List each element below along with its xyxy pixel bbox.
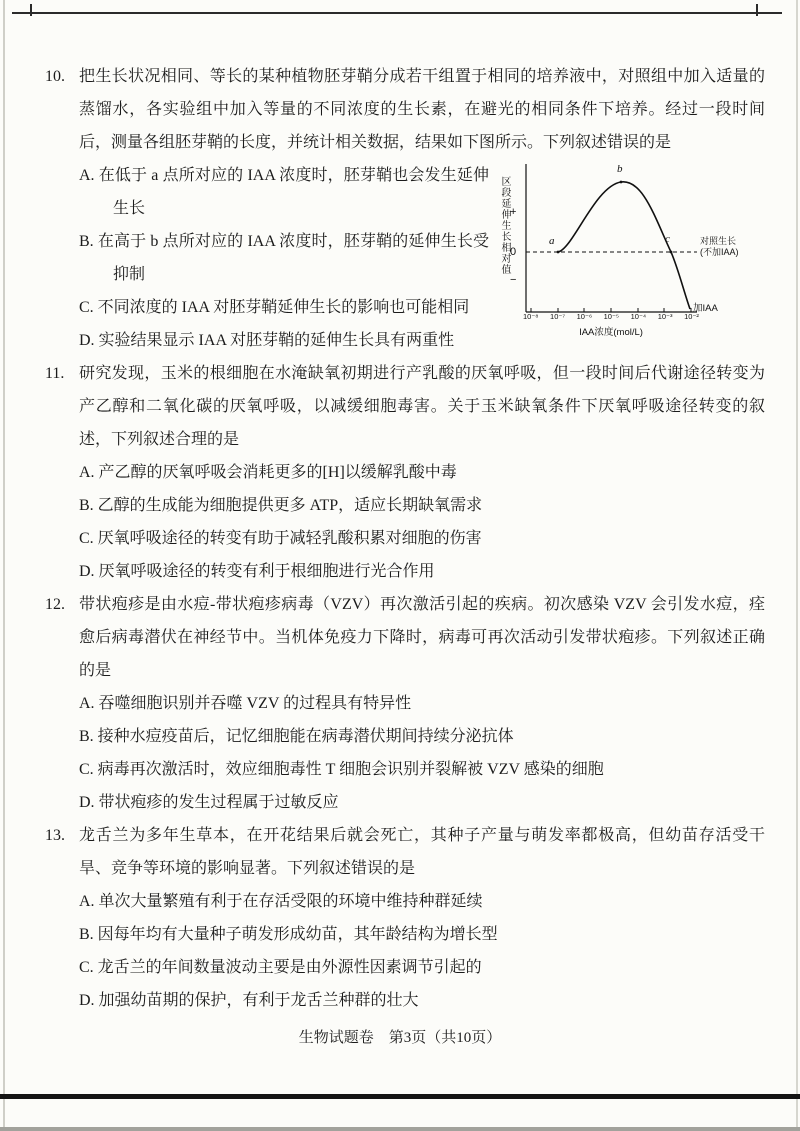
question-10-head xyxy=(45,60,765,159)
figure-x-axis-label: IAA浓度(mol/L) xyxy=(579,327,643,338)
question-stem: 研究发现，玉米的根细胞在水淹缺氧初期进行产乳酸的厌氧呼吸，但一段时间后代谢途径转变为产乙醇和二氧化碳的厌氧呼吸，以减缓细胞毒害。关于玉米缺氧条件下厌氧呼吸途径转变的叙述，下列叙述合理的是 xyxy=(79,365,765,448)
question-11-options xyxy=(45,456,765,588)
option-b: B. 在高于 b 点所对应的 IAA 浓度时，胚芽鞘的延伸生长受抑制 xyxy=(79,233,489,283)
x-tick-label: 10⁻⁸ xyxy=(523,312,539,321)
x-tick-label: 10⁻⁶ xyxy=(576,312,593,321)
option-a: A. 吞噬细胞识别并吞噬 VZV 的过程具有特异性 xyxy=(79,695,412,712)
question-11 xyxy=(45,357,765,588)
iaa-response-curve xyxy=(558,182,690,309)
option-b: B. 乙醇的生成能为细胞提供更多 ATP，适应长期缺氧需求 xyxy=(79,497,483,514)
question-10-figure xyxy=(497,162,765,344)
question-stem: 龙舌兰为多年生草本，在开花结果后就会死亡，其种子产量与萌发率都极高，但幼苗存活受干旱、竞争等环境的影响显著。下列叙述错误的是 xyxy=(79,827,765,877)
question-number: 11. xyxy=(45,365,65,382)
option-c: C. 病毒再次激活时，效应细胞毒性 T 细胞会识别并裂解被 VZV 感染的细胞 xyxy=(79,761,604,778)
question-10-options xyxy=(45,159,765,357)
x-tick-label: 10⁻⁷ xyxy=(550,312,566,321)
option-a: A. 产乙醇的厌氧呼吸会消耗更多的[H]以缓解乳酸中毒 xyxy=(79,464,457,481)
x-tick-label: 10⁻² xyxy=(684,312,699,321)
question-12 xyxy=(45,588,765,819)
option-d: D. 实验结果显示 IAA 对胚芽鞘的延伸生长具有两重性 xyxy=(79,332,455,349)
question-number: 10. xyxy=(45,68,65,85)
page-footer: 生物试题卷 第3页（共10页） xyxy=(298,1030,502,1046)
option-c: C. 厌氧呼吸途径的转变有助于减轻乳酸积累对细胞的伤害 xyxy=(79,530,482,547)
option-c: C. 不同浓度的 IAA 对胚芽鞘延伸生长的影响也可能相同 xyxy=(79,299,470,316)
option-a: A. 单次大量繁殖有利于在存活受限的环境中维持种群延续 xyxy=(79,893,483,910)
option-a: A. 在低于 a 点所对应的 IAA 浓度时，胚芽鞘也会发生延伸生长 xyxy=(79,167,489,217)
question-number: 13. xyxy=(45,827,65,844)
question-10 xyxy=(45,60,765,357)
option-b: B. 接种水痘疫苗后，记忆细胞能在病毒潜伏期间持续分泌抗体 xyxy=(79,728,514,745)
option-d: D. 厌氧呼吸途径的转变有利于根细胞进行光合作用 xyxy=(79,563,435,580)
x-tick-label: 10⁻³ xyxy=(657,312,673,321)
x-axis-tick-labels xyxy=(523,312,699,321)
y-axis-zero-mark: 0 xyxy=(510,246,517,258)
option-b: B. 因每年均有大量种子萌发形成幼苗，其年龄结构为增长型 xyxy=(79,926,498,943)
top-border-tick-left xyxy=(30,4,32,16)
point-b xyxy=(620,181,623,184)
scan-edge-left xyxy=(3,0,5,1131)
y-axis-minus-mark: − xyxy=(510,274,517,286)
question-13 xyxy=(45,819,765,1017)
bottom-border-rule xyxy=(0,1094,800,1099)
control-line-label-line1: 对照生长 xyxy=(700,236,737,246)
y-axis-plus-mark: + xyxy=(510,206,517,218)
question-number: 12. xyxy=(45,596,65,613)
option-d: D. 带状疱疹的发生过程属于过敏反应 xyxy=(79,794,339,811)
question-12-options xyxy=(45,687,765,819)
question-13-options xyxy=(45,885,765,1017)
control-line-label-line2: (不加IAA) xyxy=(700,247,739,257)
x-tick-label: 10⁻⁴ xyxy=(630,312,647,321)
point-b-label: b xyxy=(617,163,623,175)
control-line-label xyxy=(700,236,739,258)
question-stem: 带状疱疹是由水痘-带状疱疹病毒（VZV）再次激活引起的疾病。初次感染 VZV 会引发水痘，痊愈后病毒潜伏在神经节中。当机体免疫力下降时，病毒可再次活动引发带状疱疹。下列叙述正确的是 xyxy=(79,596,765,679)
question-13-head xyxy=(45,819,765,885)
x-tick-label: 10⁻⁵ xyxy=(603,312,620,321)
question-12-head xyxy=(45,588,765,687)
point-a xyxy=(557,251,560,254)
option-c: C. 龙舌兰的年间数量波动主要是由外源性因素调节引起的 xyxy=(79,959,482,976)
top-border-rule xyxy=(12,12,782,14)
scan-bottom-edge xyxy=(0,1127,800,1131)
scan-edge-right xyxy=(796,0,798,1131)
page-content xyxy=(45,60,765,1017)
add-iaa-label: 加IAA xyxy=(693,303,718,314)
point-a-label: a xyxy=(549,235,555,247)
top-border-tick-right xyxy=(756,4,758,16)
question-stem: 把生长状况相同、等长的某种植物胚芽鞘分成若干组置于相同的培养液中，对照组中加入适量的蒸馏水，各实验组中加入等量的不同浓度的生长素，在避光的相同条件下培养。经过一段时间后，测量各组胚芽鞘的长度，并统计相关数据，结果如下图所示。下列叙述错误的是 xyxy=(79,68,765,151)
option-d: D. 加强幼苗期的保护，有利于龙舌兰种群的壮大 xyxy=(79,992,419,1009)
point-c-label: c xyxy=(665,233,670,245)
figure-y-axis-label: 区段延伸生长相对值 xyxy=(499,176,510,275)
question-11-head xyxy=(45,357,765,456)
point-c xyxy=(670,251,673,254)
